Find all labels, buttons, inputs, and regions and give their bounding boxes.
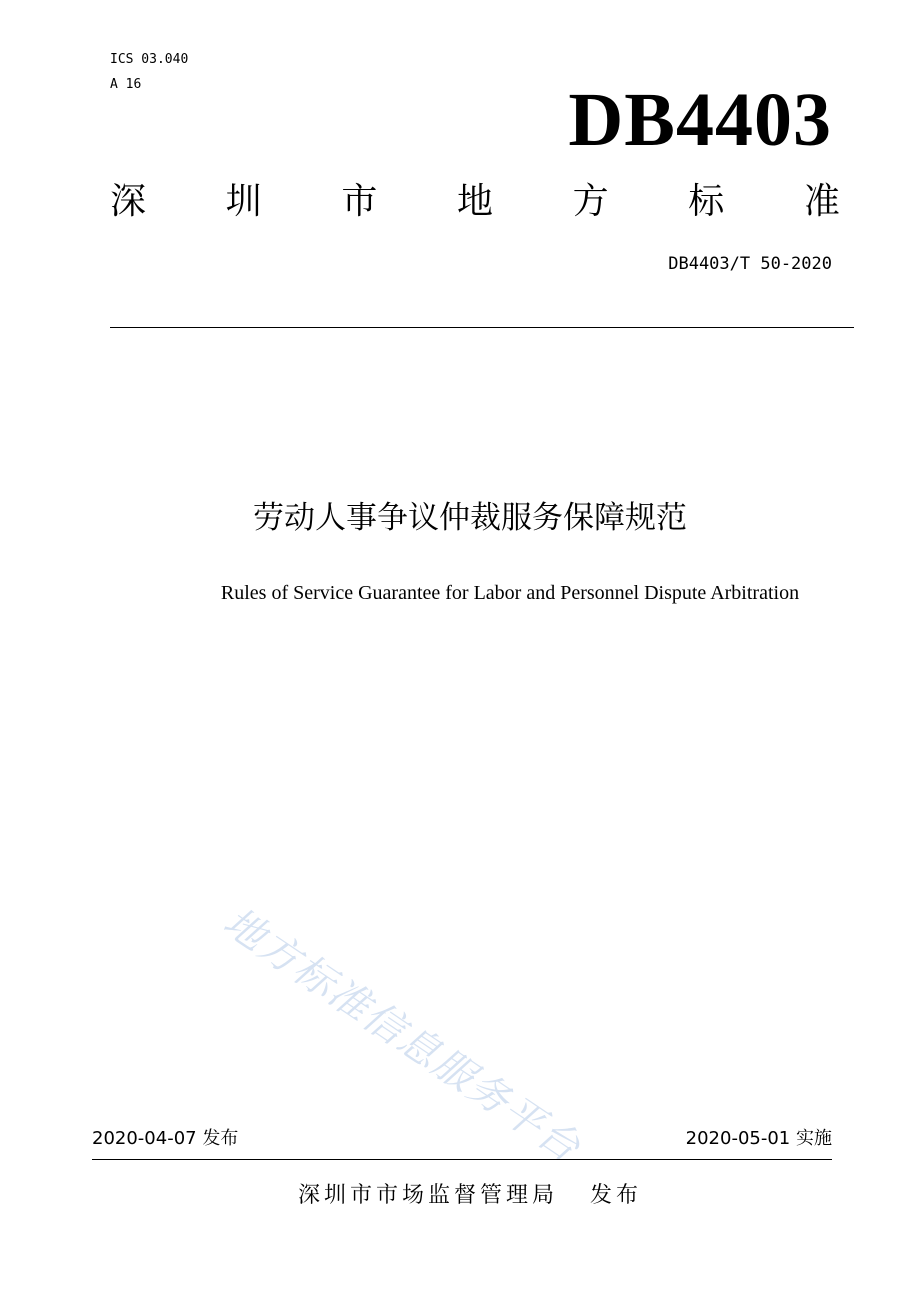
- category-char: 准: [803, 181, 840, 222]
- standard-category: [110, 180, 840, 224]
- document-title-chinese: 劳动人事争议仲裁服务保障规范: [253, 500, 687, 536]
- release-date: 2020-04-07 发布: [92, 1128, 239, 1149]
- standard-number: DB4403/T 50-2020: [668, 254, 832, 274]
- category-char: 深: [110, 181, 147, 222]
- ccs-code: A 16: [110, 77, 142, 92]
- category-char: 市: [341, 181, 378, 222]
- ics-code: ICS 03.040: [110, 52, 189, 67]
- bottom-divider: [92, 1159, 832, 1160]
- category-char: 标: [688, 181, 725, 222]
- implementation-date: 2020-05-01 实施: [685, 1128, 832, 1149]
- category-char: 方: [572, 181, 609, 222]
- category-char: 圳: [225, 181, 262, 222]
- category-char: 地: [456, 181, 493, 222]
- top-divider: [110, 327, 854, 328]
- document-title-english: Rules of Service Guarantee for Labor and Personnel Dispute Arbitration: [220, 582, 800, 604]
- issue-label: 发布: [590, 1183, 643, 1208]
- issuer-line: [0, 1181, 920, 1211]
- issuer-name: 深圳市市场监督管理局: [297, 1183, 558, 1208]
- classification-block: [110, 47, 188, 97]
- watermark: 地方标准信息服务平台: [215, 898, 590, 1172]
- standard-code: DB4403: [568, 78, 832, 162]
